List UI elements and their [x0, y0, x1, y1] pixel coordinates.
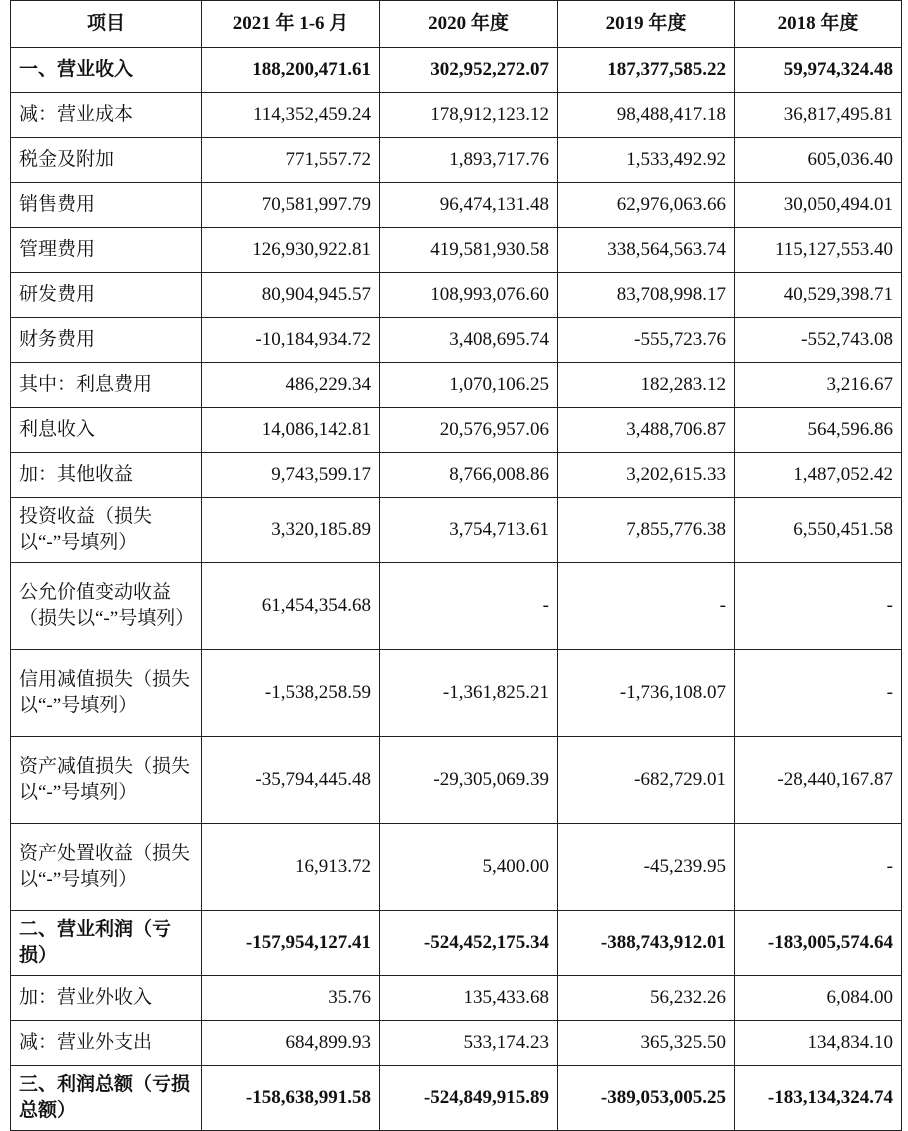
row-value: -158,638,991.58 — [202, 1066, 380, 1131]
row-value: 5,400.00 — [380, 824, 558, 911]
row-value: 83,708,998.17 — [558, 273, 735, 318]
row-value: 1,070,106.25 — [380, 363, 558, 408]
row-value: -552,743.08 — [735, 318, 902, 363]
row-value: 1,533,492.92 — [558, 138, 735, 183]
row-value: 3,408,695.74 — [380, 318, 558, 363]
row-value: 6,084.00 — [735, 976, 902, 1021]
row-value: 771,557.72 — [202, 138, 380, 183]
table-row — [11, 138, 902, 183]
row-value: 178,912,123.12 — [380, 93, 558, 138]
table-row — [11, 273, 902, 318]
row-value: 96,474,131.48 — [380, 183, 558, 228]
row-value: 3,216.67 — [735, 363, 902, 408]
row-value: 533,174.23 — [380, 1021, 558, 1066]
table-row — [11, 408, 902, 453]
header-2021h1: 2021 年 1-6 月 — [202, 1, 380, 48]
row-value: - — [380, 563, 558, 650]
row-label: 资产减值损失（损失以“-”号填列） — [11, 737, 202, 824]
row-value: - — [735, 824, 902, 911]
row-value: -1,736,108.07 — [558, 650, 735, 737]
row-value: 605,036.40 — [735, 138, 902, 183]
row-label: 财务费用 — [11, 318, 202, 363]
row-label: 管理费用 — [11, 228, 202, 273]
row-value: -524,452,175.34 — [380, 911, 558, 976]
row-value: 40,529,398.71 — [735, 273, 902, 318]
row-value: 302,952,272.07 — [380, 48, 558, 93]
row-label: 公允价值变动收益（损失以“-”号填列） — [11, 563, 202, 650]
row-value: 3,488,706.87 — [558, 408, 735, 453]
row-value: 6,550,451.58 — [735, 498, 902, 563]
row-value: 338,564,563.74 — [558, 228, 735, 273]
row-value: 35.76 — [202, 976, 380, 1021]
row-label: 三、利润总额（亏损总额） — [11, 1066, 202, 1131]
row-value: -183,134,324.74 — [735, 1066, 902, 1131]
row-value: 1,893,717.76 — [380, 138, 558, 183]
row-value: -555,723.76 — [558, 318, 735, 363]
row-value: 134,834.10 — [735, 1021, 902, 1066]
table-row — [11, 650, 902, 737]
table-row — [11, 93, 902, 138]
row-label: 减：营业成本 — [11, 93, 202, 138]
row-value: 135,433.68 — [380, 976, 558, 1021]
row-label: 投资收益（损失以“-”号填列） — [11, 498, 202, 563]
row-value: - — [558, 563, 735, 650]
table-row — [11, 498, 902, 563]
table-body — [11, 48, 902, 1131]
row-value: 365,325.50 — [558, 1021, 735, 1066]
row-value: -388,743,912.01 — [558, 911, 735, 976]
table-row — [11, 1021, 902, 1066]
row-value: 61,454,354.68 — [202, 563, 380, 650]
row-label: 加：其他收益 — [11, 453, 202, 498]
row-value: 30,050,494.01 — [735, 183, 902, 228]
row-value: 684,899.93 — [202, 1021, 380, 1066]
row-value: 9,743,599.17 — [202, 453, 380, 498]
row-label: 加：营业外收入 — [11, 976, 202, 1021]
header-row — [11, 1, 902, 48]
income-statement-table — [10, 0, 902, 1131]
row-value: 14,086,142.81 — [202, 408, 380, 453]
row-value: 16,913.72 — [202, 824, 380, 911]
row-value: 70,581,997.79 — [202, 183, 380, 228]
table-row — [11, 48, 902, 93]
row-label: 销售费用 — [11, 183, 202, 228]
table-row — [11, 563, 902, 650]
row-label: 税金及附加 — [11, 138, 202, 183]
row-value: -1,538,258.59 — [202, 650, 380, 737]
header-2019: 2019 年度 — [558, 1, 735, 48]
row-value: 62,976,063.66 — [558, 183, 735, 228]
row-value: 20,576,957.06 — [380, 408, 558, 453]
row-value: 108,993,076.60 — [380, 273, 558, 318]
row-value: -45,239.95 — [558, 824, 735, 911]
row-value: 126,930,922.81 — [202, 228, 380, 273]
row-value: - — [735, 650, 902, 737]
row-label: 利息收入 — [11, 408, 202, 453]
table-row — [11, 318, 902, 363]
row-value: 564,596.86 — [735, 408, 902, 453]
row-label: 信用减值损失（损失以“-”号填列） — [11, 650, 202, 737]
row-value: 98,488,417.18 — [558, 93, 735, 138]
table-row — [11, 824, 902, 911]
table-row — [11, 363, 902, 408]
row-value: 3,202,615.33 — [558, 453, 735, 498]
row-value: 8,766,008.86 — [380, 453, 558, 498]
row-value: -524,849,915.89 — [380, 1066, 558, 1131]
table-row — [11, 228, 902, 273]
row-value: -28,440,167.87 — [735, 737, 902, 824]
row-value: 59,974,324.48 — [735, 48, 902, 93]
table-row — [11, 1066, 902, 1131]
row-value: 3,754,713.61 — [380, 498, 558, 563]
row-value: 188,200,471.61 — [202, 48, 380, 93]
row-label: 二、营业利润（亏损） — [11, 911, 202, 976]
row-value: 56,232.26 — [558, 976, 735, 1021]
row-value: -1,361,825.21 — [380, 650, 558, 737]
row-value: 3,320,185.89 — [202, 498, 380, 563]
row-value: 36,817,495.81 — [735, 93, 902, 138]
row-label: 资产处置收益（损失以“-”号填列） — [11, 824, 202, 911]
table-row — [11, 976, 902, 1021]
row-value: -682,729.01 — [558, 737, 735, 824]
header-item: 项目 — [11, 1, 202, 48]
row-value: -29,305,069.39 — [380, 737, 558, 824]
row-value: 1,487,052.42 — [735, 453, 902, 498]
row-label: 一、营业收入 — [11, 48, 202, 93]
row-value: 182,283.12 — [558, 363, 735, 408]
row-value: -389,053,005.25 — [558, 1066, 735, 1131]
table-row — [11, 737, 902, 824]
row-value: -35,794,445.48 — [202, 737, 380, 824]
table-row — [11, 453, 902, 498]
header-2020: 2020 年度 — [380, 1, 558, 48]
header-2018: 2018 年度 — [735, 1, 902, 48]
table-row — [11, 183, 902, 228]
row-value: 114,352,459.24 — [202, 93, 380, 138]
row-value: 115,127,553.40 — [735, 228, 902, 273]
row-value: -183,005,574.64 — [735, 911, 902, 976]
row-value: 419,581,930.58 — [380, 228, 558, 273]
row-value: -157,954,127.41 — [202, 911, 380, 976]
row-value: -10,184,934.72 — [202, 318, 380, 363]
row-label: 减：营业外支出 — [11, 1021, 202, 1066]
row-value: 486,229.34 — [202, 363, 380, 408]
row-label: 研发费用 — [11, 273, 202, 318]
row-value: 7,855,776.38 — [558, 498, 735, 563]
row-value: 80,904,945.57 — [202, 273, 380, 318]
row-label: 其中：利息费用 — [11, 363, 202, 408]
row-value: - — [735, 563, 902, 650]
table-row — [11, 911, 902, 976]
row-value: 187,377,585.22 — [558, 48, 735, 93]
